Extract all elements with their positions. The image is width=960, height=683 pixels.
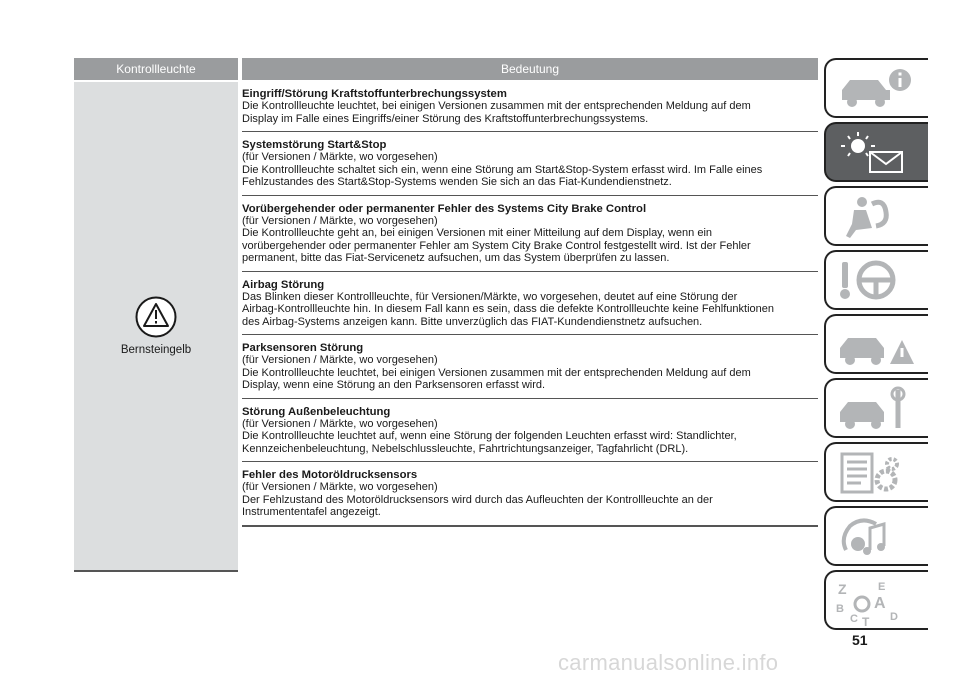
entry-line: Der Fehlzustand des Motoröldrucksensors wird durch das Aufleuchten der Kontrollleuchte an der [242,493,713,506]
meaning-column [242,82,818,572]
index-letter-d: D [890,611,898,623]
seat-airbag-icon [836,194,920,240]
entry-title: Airbag Störung [242,278,325,291]
tab-multimedia[interactable] [824,506,928,566]
tab-safety[interactable] [824,186,928,246]
index-letter-t: T [862,615,870,628]
entry-line: Fehlzustandes des Start&Stop-Systems wenden Sie sich an das Fiat-Kundendienstnetz. [242,176,672,188]
warning-lights-icon [836,130,920,176]
technical-data-icon [836,450,920,496]
entry-title: Systemstörung Start&Stop [242,139,387,151]
list-item [242,462,818,527]
index-letter-e: E [878,581,886,593]
entry-line: Das Blinken dieser Kontrollleuchte, für Versionen/Märkte, wo vorgesehen, deutet auf eine Störung der [242,290,738,303]
list-item [242,132,818,196]
entry-line: vorübergehender oder permanenter Fehler am System City Brake Control festgestellt wird. Ist der Fehler [242,239,751,252]
table-header [74,58,818,80]
entry-title: Vorübergehender oder permanenter Fehler des Systems City Brake Control [242,202,647,215]
entry-title: Eingriff/Störung Kraftstoffunterbrechungssystem [242,88,507,100]
entry-title: Fehler des Motoröldrucksensors [242,469,418,481]
tab-warning-lights[interactable] [824,122,928,182]
car-info-icon [836,66,920,112]
entry-line: Die Kontrollleuchte leuchtet, bei einigen Versionen zusammen mit der entsprechenden Meldung auf dem [242,100,751,112]
entry-line: (für Versionen / Märkte, wo vorgesehen) [242,214,438,227]
car-maintenance-icon [836,386,920,432]
entry-line: Instrumententafel angezeigt. [242,506,381,518]
entry-line: (für Versionen / Märkte, wo vorgesehen) [242,481,438,493]
index-letter-b: B [836,603,844,615]
entry-line: Die Kontrollleuchte leuchtet, bei einigen Versionen zusammen mit der entsprechenden Meldung auf dem [242,366,751,379]
tab-car-info[interactable] [824,58,928,118]
list-item [242,399,818,463]
entry-line: Die Kontrollleuchte geht an, bei einigen Versionen mit einer Mitteilung auf dem Display, wenn ein [242,227,713,239]
warning-light-table [74,58,818,572]
entry-line: Display im Falle eines Eingriffs/einer Störung des Kraftstoffunterbrechungssystems. [242,112,649,125]
index-letter-z: Z [838,581,847,597]
tab-emergency[interactable] [824,314,928,374]
tab-index[interactable] [824,570,928,630]
entry-line: Die Kontrollleuchte schaltet sich ein, wenn eine Störung am Start&Stop-System erfasst wird. Im Falle eines [242,163,763,176]
header-bedeutung: Bedeutung [242,58,818,80]
key-steering-wheel-icon [836,258,920,304]
list-item [242,272,818,336]
entry-line: Display, wenn eine Störung an den Parksensoren erfasst wird. [242,379,546,391]
header-kontrollleuchte: Kontrollleuchte [74,58,238,80]
car-emergency-icon [836,322,920,368]
entry-line: Kennzeichenbeleuchtung, Nebelschlussleuchte, Fahrtrichtungsanzeiger, Tagfahrlicht (DRL). [242,442,689,455]
entry-title: Parksensoren Störung [242,342,364,354]
tab-maintenance[interactable] [824,378,928,438]
indicator-cell [74,82,238,572]
watermark: carmanualsonline.info [558,650,779,675]
indicator-color-label: Bernsteingelb [120,344,192,356]
list-item [242,82,818,132]
entry-line: permanent, bitte das Fiat-Servicenetz aufsuchen, um das System überprüfen zu lassen. [242,252,670,264]
multimedia-icon [836,514,920,560]
entry-line: des Airbag-Systems anzeigen kann. Bitte unverzüglich das FIAT-Kundendienstnetz aufsuchen. [242,315,703,328]
list-item [242,196,818,272]
alphabetical-index-icon [836,578,920,628]
list-item [242,335,818,399]
page-number: 51 [852,632,868,648]
general-warning-icon [135,296,177,338]
entry-line: (für Versionen / Märkte, wo vorgesehen) [242,354,438,366]
tab-technical-data[interactable] [824,442,928,502]
entry-line: Airbag-Kontrollleuchte hin. In diesem Fall kann es sein, dass die defekte Kontrollleuchte keine Fehlfunktionen [242,303,774,315]
entry-line: Die Kontrollleuchte leuchtet auf, wenn eine Störung der folgenden Leuchten erfasst wird: Standlichter, [242,430,737,442]
index-letter-a: A [874,595,886,612]
tab-starting-driving[interactable] [824,250,928,310]
entry-title: Störung Außenbeleuchtung [242,405,391,418]
entry-line: (für Versionen / Märkte, wo vorgesehen) [242,151,438,163]
entry-line: (für Versionen / Märkte, wo vorgesehen) [242,417,438,430]
index-letter-c: C [850,613,858,625]
